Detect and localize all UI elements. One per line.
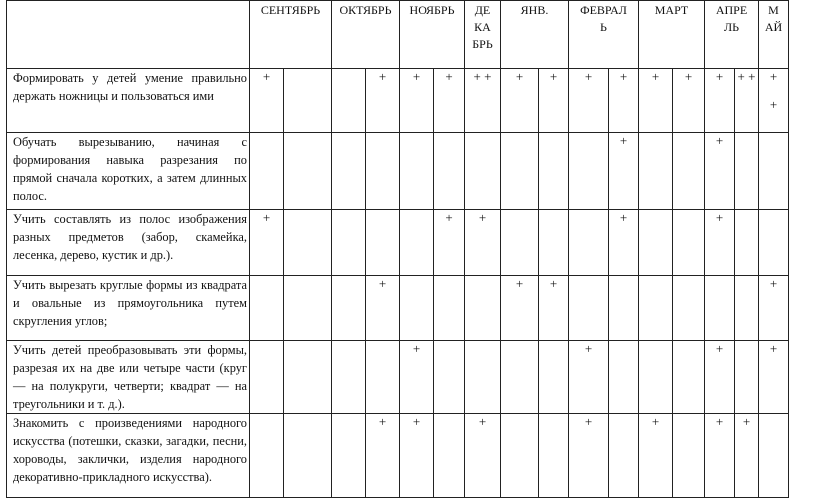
- plan-cell: [434, 276, 465, 341]
- plan-cell: [673, 414, 705, 498]
- plus-mark: +: [378, 414, 387, 429]
- plan-cell: [639, 341, 673, 414]
- plan-cell: [400, 210, 434, 276]
- plus-mark: +: [584, 414, 593, 429]
- plus-mark: +: [715, 69, 724, 84]
- month-header: АПРЕ ЛЬ: [705, 1, 759, 69]
- plus-mark: +: [651, 414, 660, 429]
- plan-cell: [400, 341, 434, 414]
- plan-cell: [465, 276, 501, 341]
- plus-mark: +: [715, 414, 724, 429]
- plan-cell: [501, 210, 539, 276]
- plus-mark: +: [412, 69, 421, 84]
- plan-cell: [569, 276, 609, 341]
- plus-mark: +: [378, 69, 387, 84]
- month-header: ЯНВ.: [501, 1, 569, 69]
- plan-cell: [332, 69, 366, 133]
- plan-cell: [250, 133, 284, 210]
- month-header: НОЯБРЬ: [400, 1, 465, 69]
- plan-cell: [501, 276, 539, 341]
- plus-mark: +: [715, 210, 724, 225]
- plan-cell: [465, 210, 501, 276]
- plan-cell: [569, 133, 609, 210]
- plan-cell: [609, 69, 639, 133]
- plan-cell: [759, 210, 789, 276]
- plus-mark: +: [769, 341, 778, 356]
- plus-mark: +: [478, 414, 487, 429]
- plan-cell: [569, 69, 609, 133]
- month-header: МАРТ: [639, 1, 705, 69]
- plus-mark: +: [619, 69, 628, 84]
- plan-cell: [759, 69, 789, 133]
- plan-cell: [434, 341, 465, 414]
- plan-cell: [501, 133, 539, 210]
- plan-cell: [434, 69, 465, 133]
- month-header: М АЙ: [759, 1, 789, 69]
- plan-cell: [284, 414, 332, 498]
- plan-cell: [759, 133, 789, 210]
- plan-cell: [673, 341, 705, 414]
- curriculum-table: [6, 0, 789, 498]
- header-blank-cell: [7, 1, 250, 69]
- plan-cell: [759, 341, 789, 414]
- plan-cell: [465, 341, 501, 414]
- plus-mark: + +: [737, 69, 756, 84]
- plan-cell: [639, 210, 673, 276]
- plus-mark: +: [549, 69, 558, 84]
- plan-cell: [705, 133, 735, 210]
- task-description: Учить детей преобразовывать эти формы, разрезая их на две или четыре части (круг — на полукруги, четверти; квадрат — на треугольники и т. д.).: [7, 341, 250, 414]
- plan-cell: [673, 133, 705, 210]
- plan-cell: [539, 276, 569, 341]
- task-row: [7, 276, 789, 341]
- plan-cell: [250, 210, 284, 276]
- plan-cell: [366, 276, 400, 341]
- plan-cell: [250, 276, 284, 341]
- plan-cell: [569, 210, 609, 276]
- plan-cell: [332, 341, 366, 414]
- plus-mark: +: [515, 276, 524, 291]
- plus-mark: +: [445, 69, 453, 84]
- task-row: [7, 210, 789, 276]
- month-header: СЕНТЯБРЬ: [250, 1, 332, 69]
- plan-cell: [639, 276, 673, 341]
- plan-cell: [759, 414, 789, 498]
- plan-cell: [465, 414, 501, 498]
- plus-mark: +: [515, 69, 524, 84]
- plan-cell: [400, 276, 434, 341]
- month-header: ОКТЯБРЬ: [332, 1, 400, 69]
- plan-cell: [673, 69, 705, 133]
- plus-mark: +: [715, 341, 724, 356]
- plus-mark: +: [584, 341, 593, 356]
- plan-cell: [759, 276, 789, 341]
- plan-cell: [434, 210, 465, 276]
- plan-cell: [284, 69, 332, 133]
- plan-cell: [735, 341, 759, 414]
- plus-mark: +: [769, 276, 778, 291]
- plan-cell: [609, 414, 639, 498]
- plus-mark: +: [715, 133, 724, 148]
- plan-cell: [284, 210, 332, 276]
- plan-cell: [400, 133, 434, 210]
- plan-cell: [434, 133, 465, 210]
- plan-cell: [609, 133, 639, 210]
- plan-cell: [501, 414, 539, 498]
- plan-cell: [539, 133, 569, 210]
- task-row: [7, 69, 789, 133]
- plan-cell: [735, 276, 759, 341]
- plan-cell: [332, 210, 366, 276]
- plus-mark: +: [262, 69, 271, 84]
- plan-cell: [735, 133, 759, 210]
- task-row: [7, 414, 789, 498]
- plan-cell: [284, 276, 332, 341]
- task-description: Знакомить с произведениями народного искусства (потешки, сказки, загадки, песни, хороводы, заклички, изделия народного декоративно-прикладного искусства).: [7, 414, 250, 498]
- plan-cell: [332, 133, 366, 210]
- plan-cell: [501, 69, 539, 133]
- plan-cell: [539, 69, 569, 133]
- plus-mark: +: [742, 414, 751, 429]
- plan-cell: [434, 414, 465, 498]
- plus-mark: + +: [769, 69, 778, 112]
- plus-mark: +: [478, 210, 487, 225]
- plus-mark: +: [651, 69, 660, 84]
- task-description: Учить составлять из полос изображения разных предметов (забор, скамейка, лесенка, дерево, кустик и др.).: [7, 210, 250, 276]
- plan-cell: [400, 414, 434, 498]
- plus-mark: +: [412, 341, 421, 356]
- plan-cell: [735, 414, 759, 498]
- plan-cell: [250, 69, 284, 133]
- plan-cell: [284, 133, 332, 210]
- plan-cell: [639, 133, 673, 210]
- plan-cell: [501, 341, 539, 414]
- plus-mark: +: [412, 414, 421, 429]
- plan-cell: [332, 276, 366, 341]
- plan-cell: [705, 414, 735, 498]
- plan-cell: [609, 210, 639, 276]
- plus-mark: +: [262, 210, 271, 225]
- header-row: [7, 1, 789, 69]
- plus-mark: + +: [473, 69, 492, 84]
- plan-cell: [735, 210, 759, 276]
- task-description: Обучать вырезыванию, начиная с формирования навыка разрезания по прямой сначала коротких, а затем длинных полос.: [7, 133, 250, 210]
- plan-cell: [639, 69, 673, 133]
- plan-cell: [366, 414, 400, 498]
- plan-cell: [465, 69, 501, 133]
- plan-cell: [250, 414, 284, 498]
- plan-cell: [705, 69, 735, 133]
- month-header: ФЕВРАЛ Ь: [569, 1, 639, 69]
- plan-cell: [639, 414, 673, 498]
- plus-mark: +: [445, 210, 453, 225]
- plan-cell: [705, 276, 735, 341]
- plus-mark: +: [619, 210, 628, 225]
- task-description: Учить вырезать круглые формы из квадрата и овальные из прямоугольника путем скругления углов;: [7, 276, 250, 341]
- plus-mark: +: [549, 276, 558, 291]
- month-header: ДЕ КА БРЬ: [465, 1, 501, 69]
- plus-mark: +: [619, 133, 628, 148]
- plan-cell: [705, 210, 735, 276]
- plan-cell: [539, 414, 569, 498]
- plan-cell: [465, 133, 501, 210]
- task-row: [7, 133, 789, 210]
- plan-cell: [609, 276, 639, 341]
- plan-cell: [284, 341, 332, 414]
- task-row: [7, 341, 789, 414]
- plan-cell: [250, 341, 284, 414]
- plan-cell: [366, 133, 400, 210]
- plan-cell: [609, 341, 639, 414]
- plan-cell: [705, 341, 735, 414]
- plan-cell: [400, 69, 434, 133]
- plan-cell: [735, 69, 759, 133]
- plan-cell: [366, 210, 400, 276]
- plan-cell: [539, 341, 569, 414]
- task-description: Формировать у детей умение правильно держать ножницы и пользоваться ими: [7, 69, 250, 133]
- plan-cell: [569, 341, 609, 414]
- plus-mark: +: [584, 69, 593, 84]
- plus-mark: +: [684, 69, 693, 84]
- plan-cell: [673, 276, 705, 341]
- plus-mark: +: [378, 276, 387, 291]
- plan-cell: [332, 414, 366, 498]
- plan-cell: [366, 341, 400, 414]
- plan-cell: [569, 414, 609, 498]
- plan-cell: [673, 210, 705, 276]
- plan-cell: [539, 210, 569, 276]
- plan-cell: [366, 69, 400, 133]
